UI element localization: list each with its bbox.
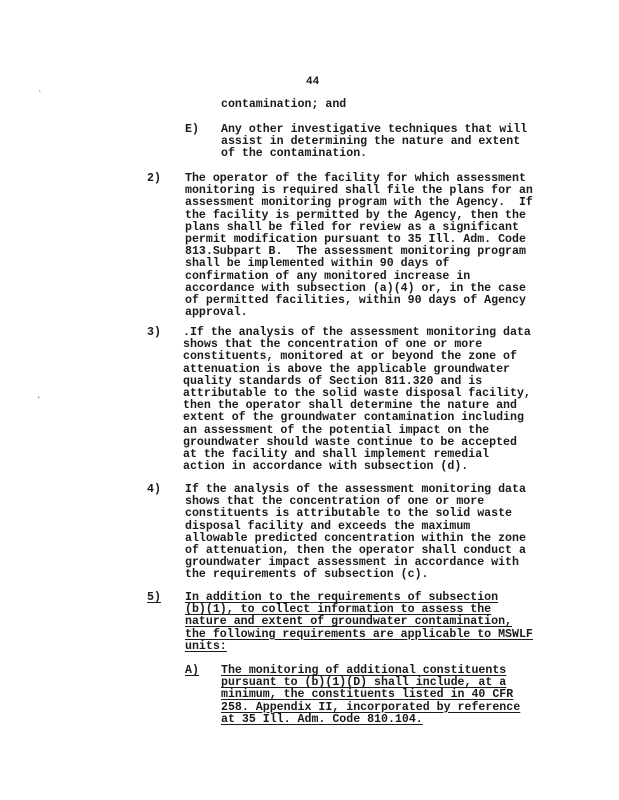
item-3-text: .If the analysis of the assessment monitoring data shows that the concentration of one or more constituents, monitored at or beyond the zone of attenuation is above the applicable groundwater quality standards of Section 811.320 and is attributable to the solid waste disposal facility, then the operator shall determine the nature and extent of the groundwater contamination including an assessment of the potential impact on the groundwater should waste continue to be accepted at the facility and shall implement remedial action in accordance with subsection (d).	[183, 326, 531, 474]
item-E-text: Any other investigative techniques that will assist in determining the nature and extent of the contamination.	[221, 123, 528, 161]
item-label-E: E)	[185, 123, 199, 136]
item-2-text: The operator of the facility for which assessment monitoring is required shall file the plans for an assessment monitoring program with the Agency. If the facility is permitted by the Agency, then the plans shall be filed for review as a significant permit modification pursuant to 35 Ill. Adm. Code 813.Subpart B. The assessment monitoring program shall be implemented within 90 days of confirmation of any monitored increase in accordance with subsection (a)(4) or, in the case of permitted facilities, within 90 days of Agency approval.	[185, 172, 533, 320]
continuation-text: contamination; and	[221, 98, 347, 111]
item-label-2: 2)	[147, 172, 161, 185]
item-5-text: In addition to the requirements of subsection (b)(1), to collect information to assess the nature and extent of groundwater contamination, the following requirements are applicable to MSWLF units:	[185, 591, 533, 653]
item-label-3: 3)	[147, 326, 161, 339]
scan-mark: ˎ	[37, 83, 43, 93]
page-number: 44	[306, 76, 320, 88]
item-5A-text: The monitoring of additional constituents pursuant to (b)(1)(D) shall include, at a minimum, the constituents listed in 40 CFR 258. Appendix II, incorporated by reference at 35 Ill. Adm. Code 810.104.	[221, 664, 521, 726]
item-4-text: If the analysis of the assessment monitoring data shows that the concentration of one or more constituents is attributable to the solid waste disposal facility and exceeds the maximum allowable predicted concentration within the zone of attenuation, then the operator shall conduct a groundwater impact assessment in accordance with the requirements of subsection (c).	[185, 483, 526, 582]
scan-mark: .	[36, 391, 42, 401]
item-label-5: 5)	[147, 591, 161, 604]
item-label-5A: A)	[185, 664, 199, 677]
item-label-4: 4)	[147, 483, 161, 496]
